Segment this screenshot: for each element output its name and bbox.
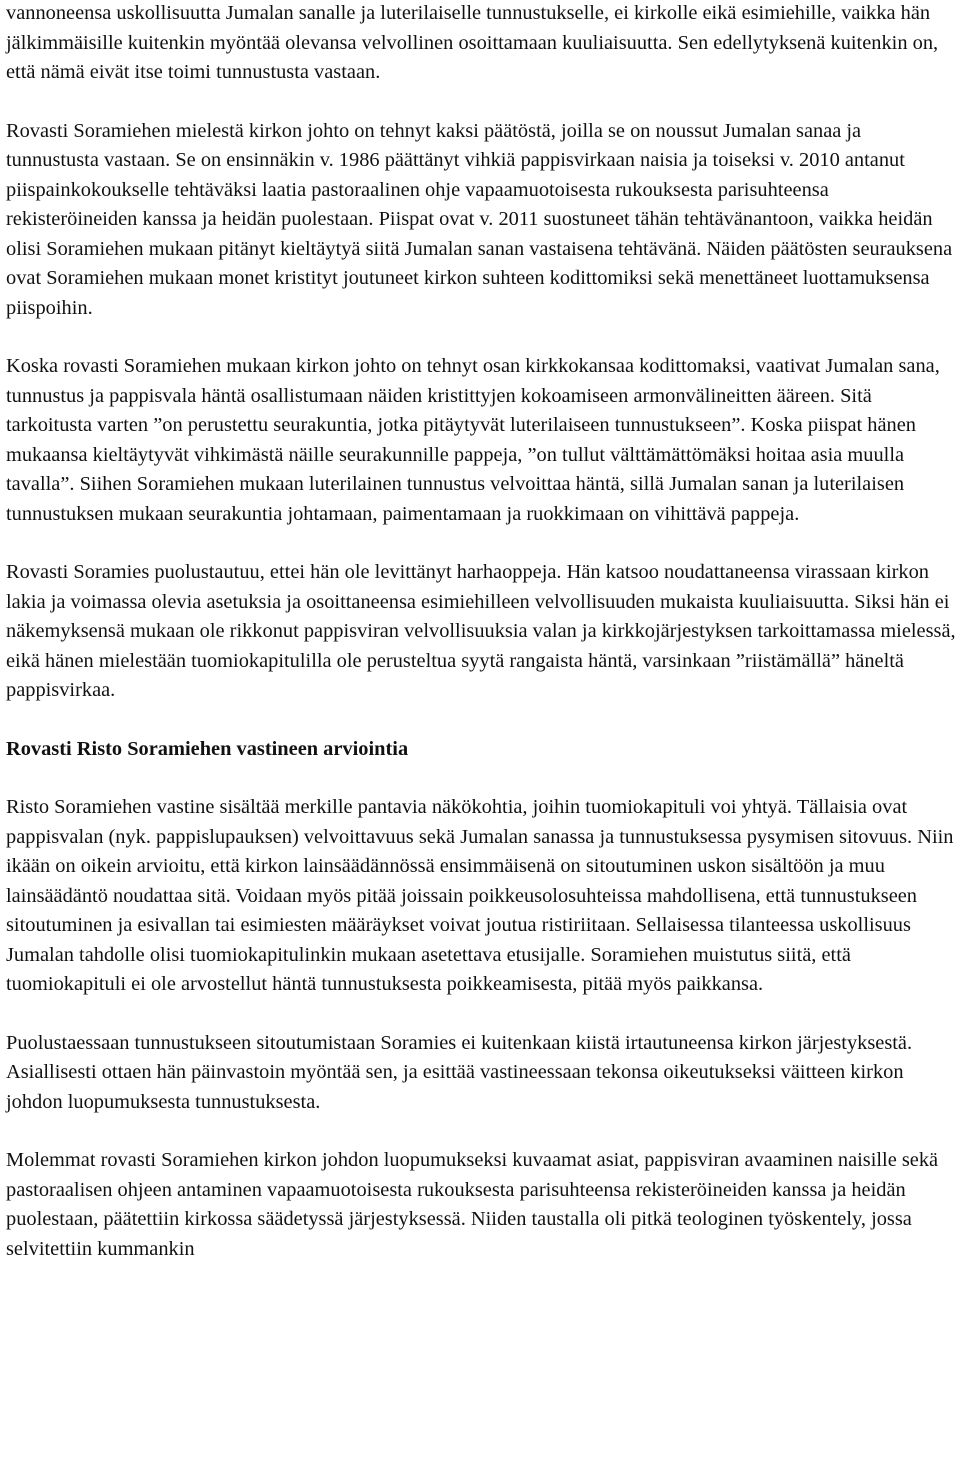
paragraph-3: Koska rovasti Soramiehen mukaan kirkon johto on tehnyt osan kirkkokansaa kodittomaksi, vaativat Jumalan sana, tunnustus ja pappisvala häntä osallistumaan näiden kristittyjen kokoamiseen armonvälineitten ääreen. Sitä tarkoitusta varten ”on perustettu seurakuntia, jotka pitäytyvät luterilaiseen tunnustukseen”. Koska piispat hänen mukaansa kieltäytyvät vihkimästä näille seurakunnille pappeja, ”on tullut välttämättömäksi hoitaa asia muulla tavalla”. Siihen Soramiehen mukaan luterilainen tunnustus velvoittaa häntä, sillä Jumalan sanan ja luterilaisen tunnustuksen mukaan seurakuntia johtamaan, paimentamaan ja ruokkimaan on vihittävä pappeja.	[6, 355, 940, 525]
section-heading: Rovasti Risto Soramiehen vastineen arviointia	[6, 737, 409, 760]
paragraph-7: Molemmat rovasti Soramiehen kirkon johdon luopumukseksi kuvaamat asiat, pappisviran avaaminen naisille sekä pastoraalisen ohjeen antaminen vapaamuotoisesta rukouksesta parisuhteensa rekisteröineiden kanssa ja heidän puolestaan, päätettiin kirkossa säädetyssä järjestyksessä. Niiden taustalla oli pitkä teologinen työskentely, jossa selvitettiin kummankin	[6, 1149, 939, 1260]
paragraph-5: Risto Soramiehen vastine sisältää merkille pantavia näkökohtia, joihin tuomiokapituli voi yhtyä. Tällaisia ovat pappisvalan (nyk. pappislupauksen) velvoittavuus sekä Jumalan sanassa ja tunnustuksessa pysymisen sitovuus. Niin ikään on oikein arvioitu, että kirkon lainsäädännössä ensimmäisenä on sitoutuminen uskon sisältöön ja muu lainsäädäntö noudattaa sitä. Voidaan myös pitää joissain poikkeusolosuhteissa mahdollisena, että tunnustukseen sitoutuminen ja esivallan tai esimiesten määräykset voivat joutua ristiriitaan. Sellaisessa tilanteessa uskollisuus Jumalan tahdolle olisi tuomiokapitulinkin mukaan asetettava etusijalle. Soramiehen muistutus siitä, että tuomiokapituli ei ole arvostellut häntä tunnustuksesta poikkeamisesta, pitää myös paikkansa.	[6, 796, 954, 995]
document-page	[6, 0, 956, 1264]
paragraph-2: Rovasti Soramiehen mielestä kirkon johto on tehnyt kaksi päätöstä, joilla se on noussut Jumalan sanaa ja tunnustusta vastaan. Se on ensinnäkin v. 1986 päättänyt vihkiä pappisvirkaan naisia ja toiseksi v. 2010 antanut piispainkokoukselle tehtäväksi laatia pastoraalinen ohje vapaamuotoisesta rukouksesta parisuhteensa rekisteröineiden kanssa ja heidän puolestaan. Piispat ovat v. 2011 suostuneet tähän tehtävänantoon, vaikka heidän olisi Soramiehen mukaan pitänyt kieltäytyä siitä Jumalan sanan vastaisena tehtävänä. Näiden päätösten seurauksena ovat Soramiehen mukaan monet kristityt joutuneet kirkon suhteen kodittomiksi sekä menettäneet luottamuksensa piispoihin.	[6, 119, 953, 319]
paragraph-6: Puolustaessaan tunnustukseen sitoutumistaan Soramies ei kuitenkaan kiistä irtautuneensa kirkon järjestyksestä. Asiallisesti ottaen hän päinvastoin myöntää sen, ja esittää vastineessaan tekonsa oikeutukseksi väitteen kirkon johdon luopumuksesta tunnustuksesta.	[6, 1031, 913, 1113]
paragraph-1: vannoneensa uskollisuutta Jumalan sanalle ja luterilaiselle tunnustukselle, ei kirkolle eikä esimiehille, vaikka hän jälkimmäisille kuitenkin myöntää olevansa velvollinen osoittamaan kuuliaisuutta. Sen edellytyksenä kuitenkin on, että nämä eivät itse toimi tunnustusta vastaan.	[6, 2, 939, 83]
paragraph-4: Rovasti Soramies puolustautuu, ettei hän ole levittänyt harhaoppeja. Hän katsoo noudattaneensa virassaan kirkon lakia ja voimassa olevia asetuksia ja osoittaneensa esimiehilleen velvollisuuden mukaista kuuliaisuutta. Siksi hän ei näkemyksensä mukaan ole rikkonut pappisviran velvollisuuksia valan ja kirkkojärjestyksen tarkoittamassa mielessä, eikä hänen mielestään tuomiokapitulilla ole perusteltua syytä rangaista häntä, varsinkaan ”riistämällä” häneltä pappisvirkaa.	[6, 561, 956, 701]
